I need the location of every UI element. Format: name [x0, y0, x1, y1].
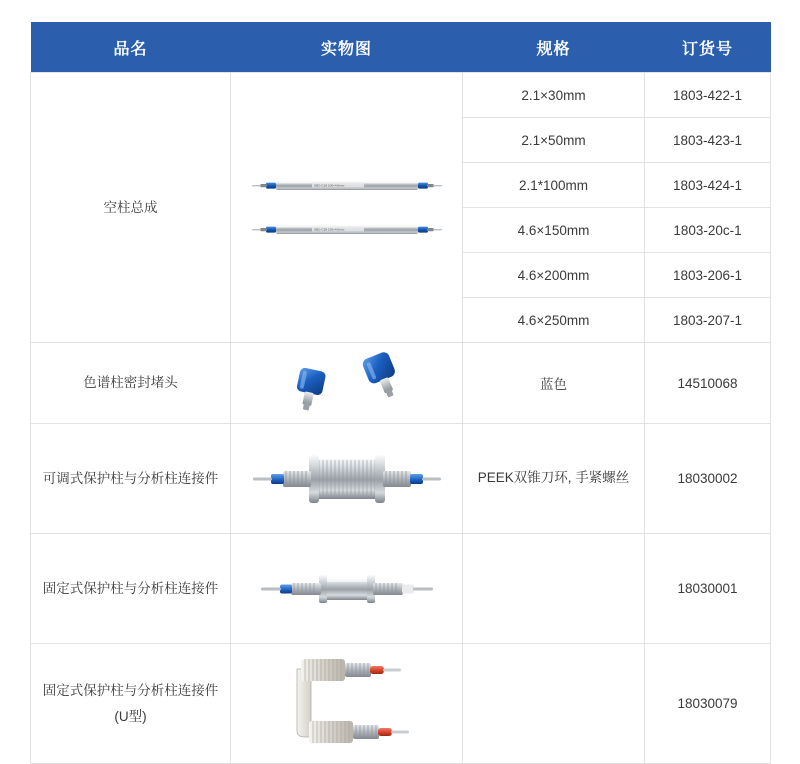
order-cell: 14510068	[645, 343, 771, 424]
blue-plug-illustration	[257, 347, 437, 419]
order-cell: 1803-207-1	[645, 298, 771, 343]
spec-cell: 4.6×150mm	[463, 208, 645, 253]
table-row	[31, 644, 771, 764]
hplc-column-illustration-1	[252, 171, 442, 201]
spec-cell	[463, 644, 645, 764]
table-header	[31, 22, 771, 73]
product-image-cell	[231, 424, 463, 534]
spec-cell: 2.1×30mm	[463, 73, 645, 118]
spec-cell: 蓝色	[463, 343, 645, 424]
order-cell: 1803-424-1	[645, 163, 771, 208]
spec-cell: 4.6×250mm	[463, 298, 645, 343]
order-cell: 1803-206-1	[645, 253, 771, 298]
table-row	[31, 343, 771, 424]
fixed-guard-column-connector-u-type-photo	[235, 649, 458, 759]
table-row	[31, 73, 771, 118]
spec-cell: 2.1×50mm	[463, 118, 645, 163]
spec-cell: PEEK双锥刀环, 手紧螺丝	[463, 424, 645, 534]
spec-cell	[463, 534, 645, 644]
product-image-cell	[231, 534, 463, 644]
fixed-connector-illustration	[247, 544, 447, 634]
product-name-cell: 色谱柱密封堵头	[31, 343, 231, 424]
order-cell: 18030079	[645, 644, 771, 764]
order-cell: 18030002	[645, 424, 771, 534]
product-name-cell: 固定式保护柱与分析柱连接件 (U型)	[31, 644, 231, 764]
u-type-connector-illustration	[257, 649, 437, 759]
adjustable-guard-column-connector-photo	[235, 431, 458, 527]
product-image-cell	[231, 644, 463, 764]
order-cell: 18030001	[645, 534, 771, 644]
product-name-cell: 可调式保护柱与分析柱连接件	[31, 424, 231, 534]
order-cell: 1803-423-1	[645, 118, 771, 163]
table-body	[31, 73, 771, 764]
product-image-cell	[231, 73, 463, 343]
table-header-row	[31, 22, 771, 73]
column-sealing-plug-photo	[235, 347, 458, 419]
order-cell: 1803-422-1	[645, 73, 771, 118]
product-spec-table	[30, 22, 771, 764]
fixed-guard-column-connector-photo	[235, 544, 458, 634]
product-name-cell: 空柱总成	[31, 73, 231, 343]
svg-text:SBC-C18 150×4.6mm: SBC-C18 150×4.6mm	[313, 227, 344, 232]
hplc-column-illustration-2	[252, 215, 442, 245]
svg-text:SBC-C18 100×4.6mm: SBC-C18 100×4.6mm	[313, 183, 344, 188]
column-header-image: 实物图	[231, 22, 463, 73]
table-row	[31, 424, 771, 534]
adjustable-connector-illustration	[247, 431, 447, 527]
column-header-spec: 规格	[463, 22, 645, 73]
column-header-order: 订货号	[645, 22, 771, 73]
spec-cell: 2.1*100mm	[463, 163, 645, 208]
column-header-name: 品名	[31, 22, 231, 73]
product-name-cell: 固定式保护柱与分析柱连接件	[31, 534, 231, 644]
table-row	[31, 534, 771, 644]
product-image-cell	[231, 343, 463, 424]
spec-cell: 4.6×200mm	[463, 253, 645, 298]
order-cell: 1803-20c-1	[645, 208, 771, 253]
empty-column-assembly-photo	[235, 171, 458, 245]
